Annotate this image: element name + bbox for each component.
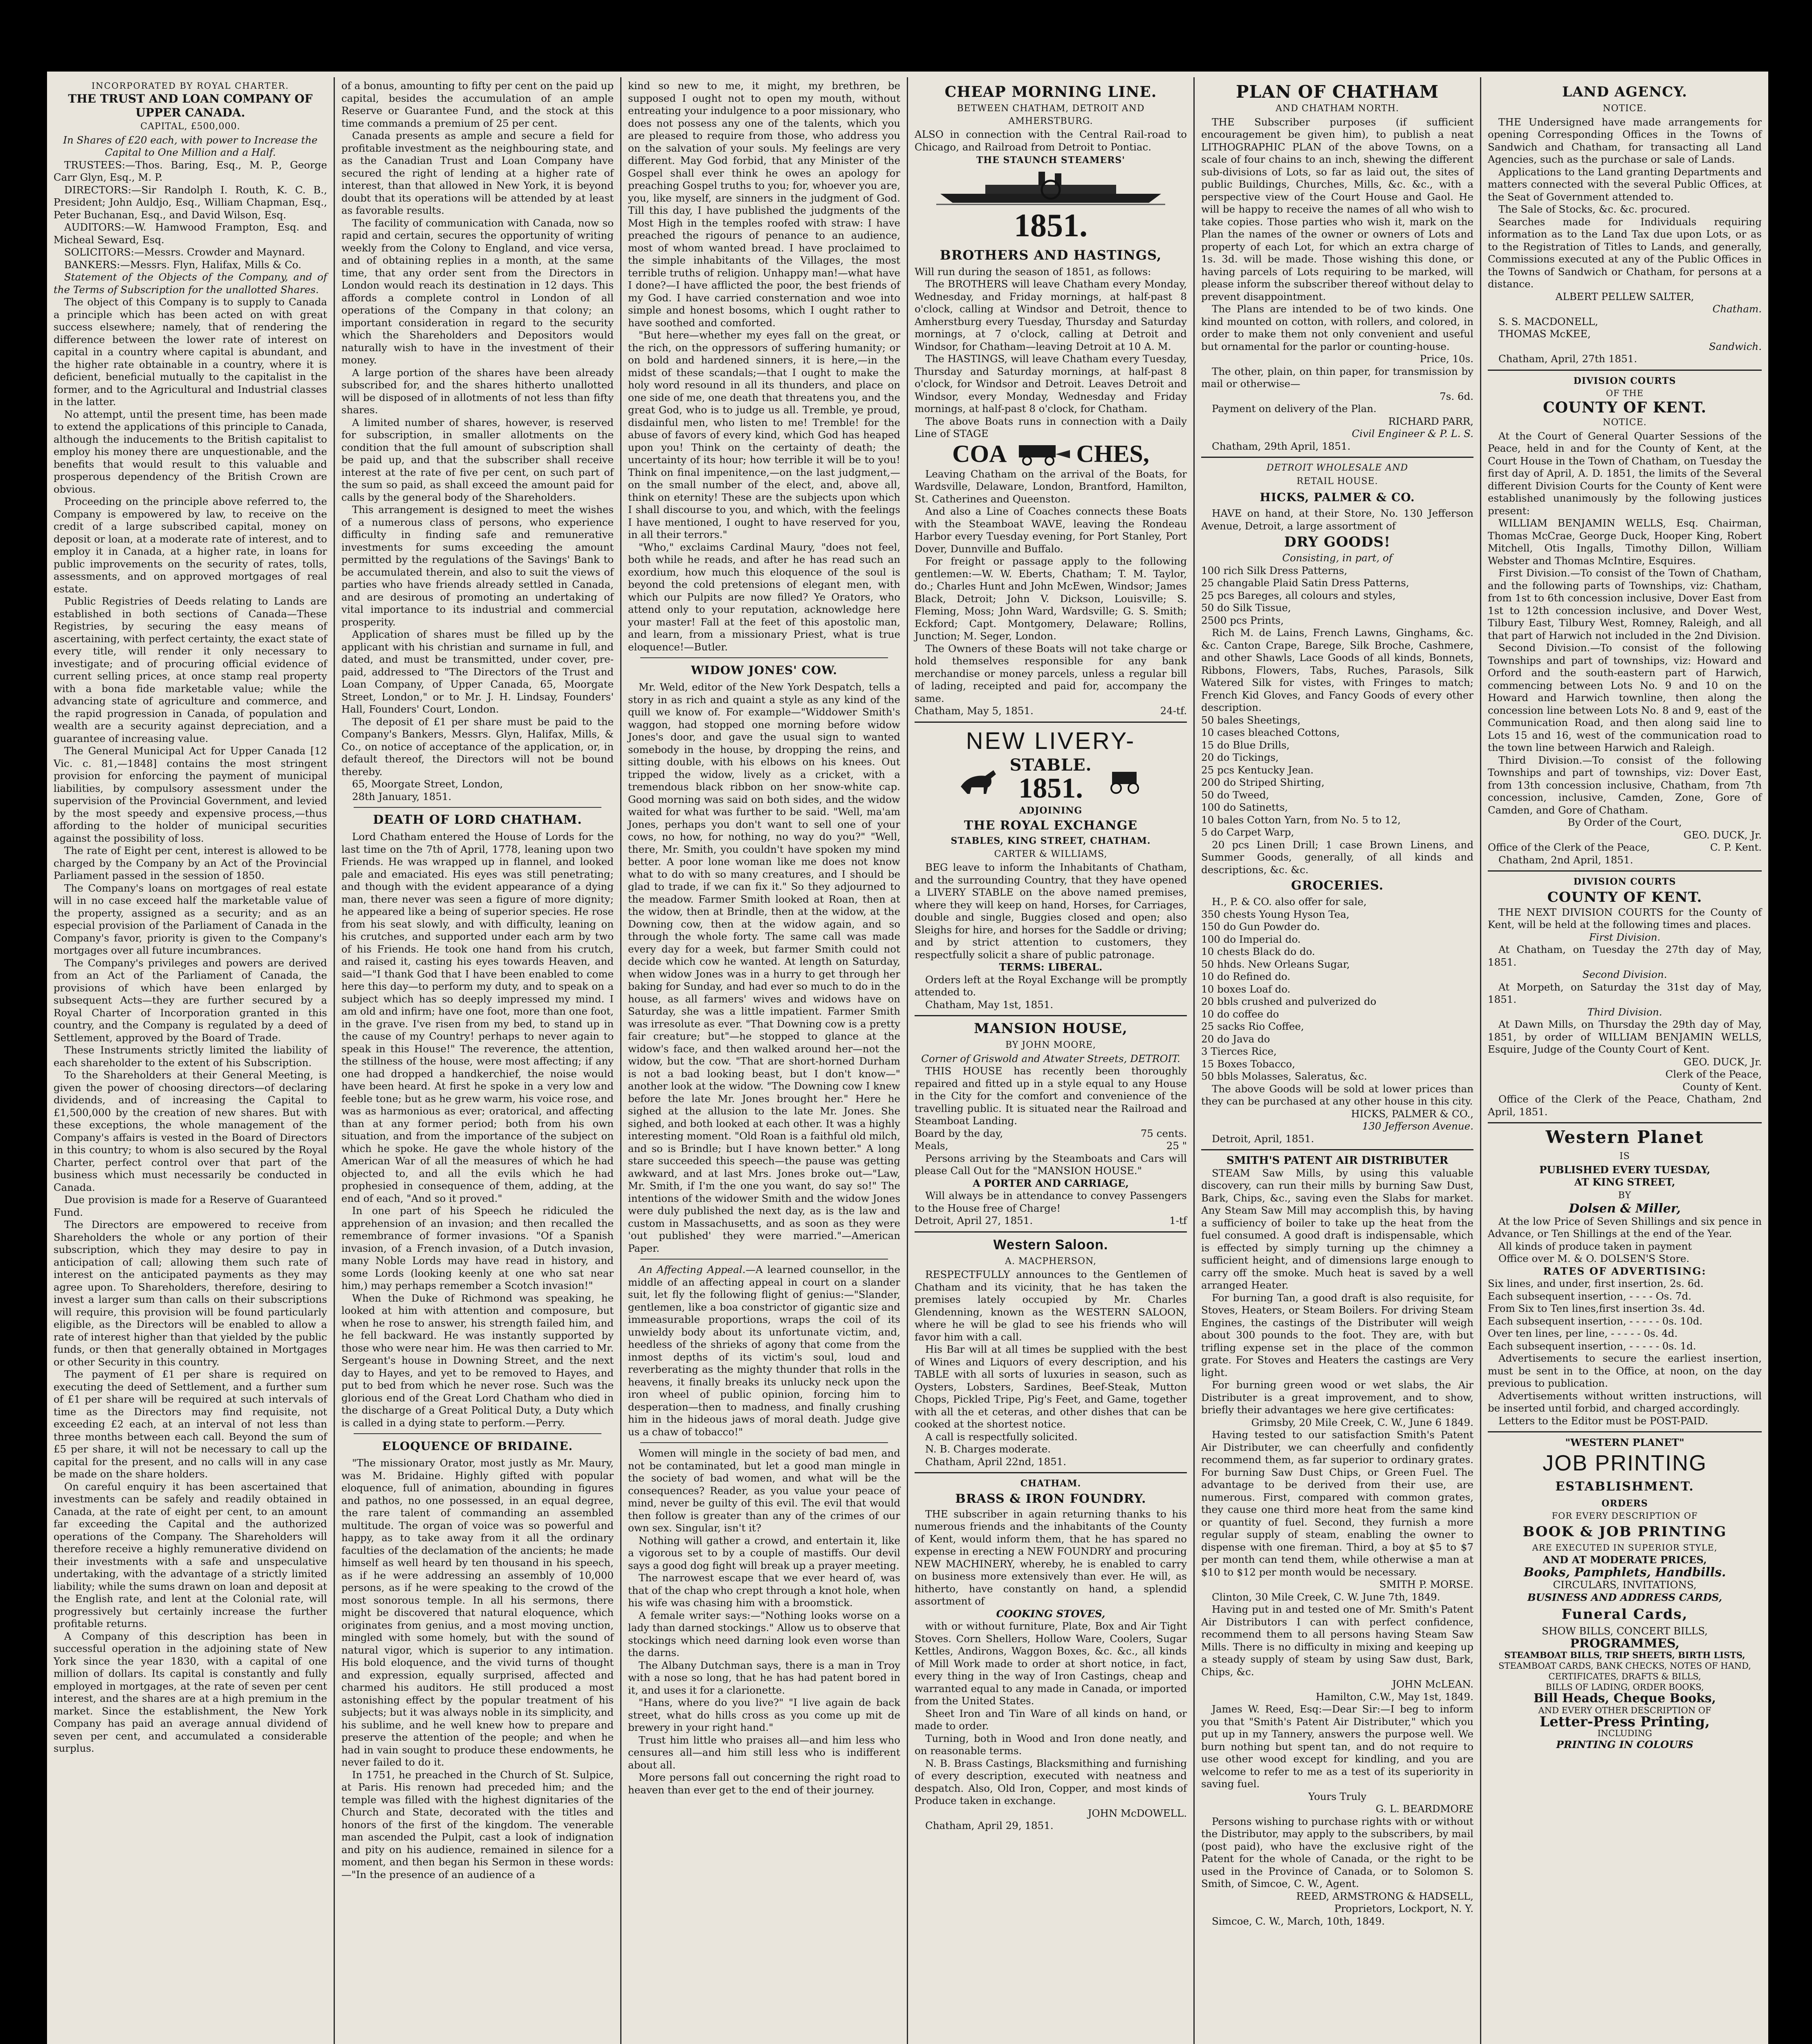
plan-of-chatham: PLAN OF CHATHAM — [1236, 82, 1439, 102]
establishment: ESTABLISHMENT. — [1555, 1479, 1694, 1494]
stage-coaches-heading — [915, 442, 1187, 466]
paragraph: N. B. Charges moderate. — [925, 1443, 1051, 1455]
paragraph: kind so new to me, it might, my brethren, be supposed I ought not to open my mouth, without entreating your indulgence to a poor missionary, who does not possess any one of the talents, which you are pleased to require from those, who address you on the salvation of your souls. My feelings are very different. May God forbid, that any Minister of the Gospel shall ever think he owes an apology for preaching Gospel truths to you; for, whoever you are, you, like myself, are sinners in the judgment of God. Till this day, I have published the judgments of the Most High in the temples roofed with straw: I have preached the rigours of penance to an audience, most of whom wanted bread. I have proclaimed to the simple inhabitants of the Villages, the most terrible truths of religion. Unhappy man!—what have I done?—I have afflicted the poor, the best friends of my God. I have carried consternation and woe into simple and honest bosoms, which I ought rather to have soothed and comforted. — [628, 80, 900, 329]
by: BY — [1618, 1190, 1632, 1201]
list-item: 2500 pcs Prints, — [1201, 614, 1284, 626]
paragraph: Canada presents as ample and secure a field for profitable investment as the neighbouring state, and as the Canadian Trust and Loan Company have secured the right of lending at a higher rate of interest, than that allowed in New York, it is beyond doubt that its operations will be attended by at least as favorable results. — [341, 130, 614, 216]
column-2 — [335, 80, 620, 2044]
signature: JOHN McDOWELL. — [1088, 1807, 1187, 1819]
paragraph: The narrowest escape that we ever heard of, was that of the chap who crept through a knot hole, when his wife was chasing him with a broomstick. — [628, 1572, 900, 1609]
list-item: 3 Tierces Rice, — [1201, 1045, 1277, 1057]
paragraph: Persons arriving by the Steamboats and Cars will please Call Out for the "MANSION HOUSE." — [915, 1152, 1187, 1177]
office: Office of the Clerk of the Peace, Chatham, 2nd April, 1851. — [1488, 1093, 1762, 1118]
macpherson: A. MACPHERSON, — [1005, 1256, 1097, 1266]
published: PUBLISHED EVERY TUESDAY, — [1539, 1163, 1711, 1176]
dateline: Clinton, 30 Mile Creek, C. W. June 7th, 1849. — [1212, 1591, 1440, 1603]
paragraph: Trust him little who praises all—and him less who censures all—and him still less who is indifferent about all. — [628, 1734, 900, 1771]
moderate: AND AT MODERATE PRICES, — [1543, 1554, 1707, 1566]
funeral-cards: Funeral Cards, — [1561, 1606, 1688, 1623]
division-courts: DIVISION COURTS — [1573, 375, 1676, 386]
paragraph: At Morpeth, on Saturday the 31st day of May, 1851. — [1488, 981, 1762, 1005]
shares-note: In Shares of £20 each, with power to Increase the Capital to One Million and a Half. — [63, 134, 318, 158]
clerk: Clerk of the Peace, — [1665, 1068, 1762, 1080]
western-saloon: Western Saloon. — [993, 1237, 1108, 1253]
statement: Statement of the Objects of the Company, and of the Terms of Subscription for the unallotted Shares. — [54, 271, 327, 296]
steamboat-bills: STEAMBOAT BILLS, TRIP SHEETS, BIRTH LISTS, — [1504, 1650, 1745, 1660]
letterpress: Letter-Press Printing, — [1540, 1713, 1710, 1730]
stable: STABLE. — [1009, 755, 1092, 775]
divider — [1488, 870, 1762, 872]
paragraph: These Instruments strictly limited the liability of each shareholder to the extent of his Subscription. — [54, 1044, 327, 1069]
list-item: 200 do Striped Shirting, — [1201, 776, 1325, 788]
adjoining: ADJOINING — [1019, 805, 1083, 816]
signature: HICKS, PALMER & CO., — [1351, 1107, 1473, 1120]
detroit-wholesale: DETROIT WHOLESALE AND — [1266, 463, 1408, 473]
paragraph: First Division.—To consist of the Town of Chatham, and the following parts of Townships, viz: Chatham, from 1st to 6th concession inclusive, Dover East from 1st to 12th concession inclusive, and Dover West, Tilbury East, Tilbury West, Romney, Raleigh, and all that part of Harwich not included in the 2nd Division. — [1488, 567, 1762, 641]
paragraph: Persons wishing to purchase rights with or without the Distributor, may apply to the subscribers, by mail (post paid), who have the exclusive right of the Patent for the whole of Canada, or the right to be used in the Province of Canada, or to Solomon S. Smith, of Simcoe, C. W., Agent. — [1201, 1815, 1473, 1889]
list-item: 25 pcs Bareges, all colours and styles, — [1201, 589, 1396, 601]
list-item: 20 pcs Linen Drill; 1 case Brown Linens, and Summer Goods, generally, of all kinds and descriptions, &c. &c. — [1201, 838, 1473, 876]
second-division: Second Division. — [1582, 968, 1667, 980]
divider — [354, 1433, 601, 1434]
dateline: Chatham, April 22nd, 1851. — [925, 1455, 1067, 1468]
address: 65, Moorgate Street, London, — [352, 778, 503, 790]
chatham-north: AND CHATHAM NORTH. — [1275, 103, 1399, 114]
paragraph: At Dawn Mills, on Thursday the 29th day of May, 1851, by order of WILLIAM BENJAMIN WELLS, Esquire, Judge of the County Court of Kent. — [1488, 1018, 1762, 1055]
paragraph: Sheet Iron and Tin Ware of all kinds on hand, or made to order. — [915, 1707, 1187, 1732]
paragraph: The facility of communication with Canada, now so rapid and certain, secures the opportunity of writing weekly from the Colony to England, and vice versa, and of obtaining replies in a month, at the same time, that any order sent from the Directors in London would reach its destination in 12 days. This affords a complete control in London of all operations of the Company in that colony; an important consideration in regard to the security which the Shareholders and Depositors would naturally wish to have in the investment of their money. — [341, 217, 614, 366]
divider — [915, 1472, 1187, 1473]
signature: ALBERT PELLEW SALTER, — [1555, 290, 1694, 303]
notice: NOTICE. — [1603, 417, 1647, 428]
paragraph: Advertisements without written instructions, will be inserted until forbid, and charged accordingly. — [1488, 1390, 1762, 1414]
column-4 — [908, 80, 1193, 2044]
list-item: 50 bbls Molasses, Saleratus, &c. — [1201, 1070, 1367, 1082]
rate: Each subsequent insertion, - - - - - 0s. 10d. — [1488, 1315, 1703, 1327]
paragraph: His Bar will at all times be supplied with the best of Wines and Liquors of every description, and his TABLE with all sorts of luxuries in season, such as Oysters, Lobsters, Sardines, Beef-Steak, Mutton Chops, Pickled Tripe, Pig's Feet, and Game, together with all the et ceteras, and other dishes that can be cooked at the shortest notice. — [915, 1343, 1187, 1430]
dateline: Chatham, 29th April, 1851. — [1212, 440, 1351, 452]
paragraph: Application of shares must be filled up by the applicant with his christian and surname in full, and dated, and must be transmitted, under cover, pre-paid, addressed to "The Directors of the Trust and Loan Company, of Upper Canada, 65, Moorgate Street, London," or to Mr. J. H. Lindsay, Founders' Hall, Founders' Court, London. — [341, 628, 614, 715]
paragraph: N. B. Brass Castings, Blacksmithing and furnishing of every description, executed with neatness and despatch. Also, Old Iron, Copper, and most kinds of Produce taken in exchange. — [915, 1757, 1187, 1806]
mansion-house: MANSION HOUSE, — [974, 1020, 1128, 1037]
western-planet: Western Planet — [1545, 1127, 1704, 1147]
brothers-hastings: BROTHERS AND HASTINGS, — [940, 247, 1162, 263]
paragraph: THE subscriber in again returning thanks to his numerous friends and the inhabitants of the County of Kent, would inform them, that he has spared no expense in erecting a NEW FOUNDRY and procuring NEW MACHINERY, whereby, he is enabled to carry on business more extensively than ever. He will, as hitherto, have constantly on hand, a splendid assortment of — [915, 1508, 1187, 1607]
signature: GEO. DUCK, Jr. — [1683, 829, 1762, 841]
paragraph: For freight or passage apply to the following gentlemen:—W. W. Eberts, Chatham; T. M. Taylor, do.; Charles Hunt and John McEwen, Windsor; James Black, Detroit; John V. Dickson, Louisville; S. Fleming, Moss; John Ward, Wardsville; G. S. Smith; Eckford; Capt. Montgomery, Delaware; Rollins, Junction; M. Seger, London. — [915, 555, 1187, 642]
carriage-icon — [1100, 766, 1145, 795]
list-item: 100 do Imperial do. — [1201, 933, 1301, 945]
division-courts: DIVISION COURTS — [1573, 876, 1676, 887]
cooking-stoves: COOKING STOVES, — [996, 1607, 1106, 1620]
job-printing: JOB PRINTING — [1542, 1450, 1707, 1475]
list-item: 100 do Satinetts, — [1201, 801, 1288, 813]
meals-price: 25 " — [1166, 1140, 1187, 1152]
date: 28th January, 1851. — [352, 790, 452, 802]
tag: 1-tf — [1169, 1215, 1187, 1226]
paragraph: The object of this Company is to supply to Canada a principle which has been acted on with great success elsewhere; namely, that of rendering the difference between the lower rate of interest on capital in a country where capital is abundant, and the higher rate obtainable in a country, where it is deficient, beneficial mutually to the capitalist in the former, and to the Agricultural and Industrial classes in the latter. — [54, 296, 327, 408]
order: By Order of the Court, — [1568, 816, 1682, 828]
list-item: 100 rich Silk Dress Patterns, — [1201, 564, 1348, 576]
paragraph: Proceeding on the principle above referred to, the Company is empowered by law, to receive on the credit of a large subscribed capital, money on deposit or loan, at a moderate rate of interest, and to employ it in Canada, at a higher rate, in loans for public improvements on the security of rates, tolls, assessments, and on approved mortgages of real estate. — [54, 495, 327, 595]
bills-lading: BILLS OF LADING, ORDER BOOKS, — [1545, 1682, 1704, 1692]
paragraph: At the low Price of Seven Shillings and six pence in Advance, or Ten Shillings at the end of the Year. — [1488, 1215, 1762, 1239]
third-division: Third Division. — [1587, 1006, 1662, 1018]
dateline: Simcoe, C. W., March, 10th, 1849. — [1212, 1915, 1385, 1927]
incorporated-line: INCORPORATED BY ROYAL CHARTER. — [91, 81, 289, 91]
list-item: 50 bales Sheetings, — [1201, 714, 1301, 726]
paragraph: "The missionary Orator, most justly as Mr. Maury, was M. Bridaine. Highly gifted with popular eloquence, full of animation, abounding in figures and pathos, no one possessed, in an equal degree, the rare talent of commanding an assembled multitude. The organ of voice was so powerful and happy, as to take away from it all the ordinary faculties of the declamation of the ancients; he made himself as well heard by ten thousand in his speech, as if he were addressing an assembly of 10,000 persons, as if he were speaking to the crowd of the most sonorous temple. In all his sermons, there might be discovered that natural eloquence, which originates from genius, and a most moving unction, mingled with some homely, but with the sound of natural vigor, which is superior to any intimation. His bold eloquence, and the vivid turns of thought and expression, equally surprised, affected and charmed his auditors. He still produced a most astonishing effect by the popular treatment of his subjects; but it was always noble in its simplicity, and his sublime, and he well knew how to prepare and preserve the attention of the people; and when he had in vain sought to produce these endowments, he never failed to do it. — [341, 1457, 614, 1768]
by-john-moore: BY JOHN MOORE, — [1005, 1040, 1096, 1050]
staunch-line: THE STAUNCH STEAMERS' — [976, 155, 1126, 166]
paragraph: When the Duke of Richmond was speaking, he looked at him with attention and composure, but when he rose to answer, his strength failed him, and he fell backward. He was instantly supported by those who were near him. He was then carried to Mr. Sergeant's house in Downing Street, and the next day to Hayes, and yet to be removed to Hayes, and put to bed from which he never rose. Such was the glorious end of the Great Lord Chatham who died in the discharge of a Great Political Duty, a Duty which is called in a dying state to perform.—Perry. — [341, 1292, 614, 1429]
paragraph: All kinds of produce taken in payment — [1498, 1240, 1692, 1252]
paragraph: At the Court of General Quarter Sessions of the Peace, held in and for the County of Kent, at the Court House in the Town of Chatham, on Tuesday the first day of April, A. D. 1851, the limits of the Several different Division Courts for the County of Kent were established unanimously by the following justices present: — [1488, 430, 1762, 517]
paragraph: And also a Line of Coaches connects these Boats with the Steamboat WAVE, leaving the Rondeau Harbor every Tuesday evening, for Port Stanley, Port Dover, Dunnville and Buffalo. — [915, 505, 1187, 555]
paragraph: In one part of his Speech he ridiculed the apprehension of an invasion; and then recalled the remembrance of former invasions. "Of a Spanish invasion, of a French invasion, of a Dutch invasion, many Noble Lords may have read in history, and some Lords (looking keenly at one who sat near him,) may perhaps remember a Scotch invasion!" — [341, 1205, 614, 1291]
board-day-price: 75 cents. — [1140, 1127, 1187, 1139]
paragraph: Orders left at the Royal Exchange will be promptly attended to. — [915, 973, 1187, 998]
steamboat-cards: STEAMBOAT CARDS, BANK CHECKS, NOTES OF HAND, — [1498, 1661, 1751, 1671]
list-item: 50 hhds. New Orleans Sugar, — [1201, 958, 1350, 970]
list-item: 10 bales Cotton Yarn, from No. 5 to 12, — [1201, 814, 1401, 826]
rate: From Six to Ten lines,first insertion 3s. 4d. — [1488, 1302, 1705, 1314]
dry-goods: DRY GOODS! — [1284, 534, 1391, 550]
signature: GEO. DUCK, Jr. — [1683, 1056, 1762, 1068]
paragraph: Mr. Weld, editor of the New York Despatch, tells a story in as rich and quaint a style as any kind of the quill we know of. For example—"Widdower Smith's waggon, had stopped one morning before widow Jones's door, and gave the usual sign to wanted somebody in the house, by dropping the reins, and sitting double, with his elbows on his knees. Out tripped the widow, lively as a cricket, with a tremendous black ribbon on her snow-white cap. Good morning was said on both sides, and the widow waited for what was further to be said. "Well, ma'am Jones, perhaps you don't want to sell one of your cows, no how, for nothing, no way do you?" "Well, there, Mr. Smith, you couldn't have spoken my mind better. A poor lone woman like me does not know what to do with so many creatures, and I should be glad to trade, if we can fix it." So they adjourned to the meadow. Farmer Smith looked at Roan, then at the widow, then at Brindle, then at the widow, at the Downing cow, then at the widow again, and so through the whole forty. The same call was made every day for a week, but farmer Smith could not decide which cow he wanted. At length on Saturday, when widow Jones was in a hurry to get through her baking for Sunday, and had ever so much to do in the house, as all farmers' wives and widows have on Saturday, she was a little impatient. Farmer Smith was irresolute as ever. "That Downing cow is a pretty fair creature; but"—he stopped to glance at the widow's face, and then walked around her—not the widow, but the cow. "That are short-horned Durham is not a bad looking beast, but I don't know—" another look at the widow. "The Downing cow I knew before the late Mr. Jones brought her." Here he sighed at the allusion to the late Mr. Jones. She sighed, and both looked at each other. It was a highly interesting moment. "Old Roan is a faithful old milch, and so is Brindle; but I have known better." A long stare succeeded this speech—the pause was getting awkward, and at last Mrs. Jones broke out—"Law, Mr. Smith, if I'm the one you want, do say so!" The intentions of the widower Smith and the widow Jones were duly published the next day, as is the law and custom in Massachusetts, and as soon as they were 'out published' they were married."—American Paper. — [628, 681, 900, 1254]
tag: 24-tf. — [1160, 705, 1187, 717]
paragraph: "Who," exclaims Cardinal Maury, "does not feel, both while he reads, and after he has read such an exordium, how much this eloquence of the soul is beyond the cold pretensions of elegant men, with which our Pulpits are now filled? Ye Orators, who attend only to your reputation, acknowledge here your master! Fall at the feet of this apostolic man, and learn, from a missionary Priest, what is true eloquence!—Butler. — [628, 541, 900, 653]
paragraph: The BROTHERS will leave Chatham every Monday, Wednesday, and Friday mornings, at half-past 8 o'clock, calling at Windsor and Detroit, thence to Amherstburg every Tuesday, Thursday and Saturday mornings, at 7 o'clock, calling at Detroit and Windsor, for Chatham—leaving Detroit at 10 A. M. — [915, 278, 1187, 352]
paragraph: The Company's privileges and powers are derived from an Act of the Parliament of Canada, the provisions of which have been enlarged by subsequent Acts—they are further secured by a Royal Charter of Incorporation granted in this country, and the Company is regulated by a deed of Settlement, approved by the Board of Trade. — [54, 957, 327, 1044]
stagecoach-icon — [1011, 442, 1072, 466]
paragraph: Second Division.—To consist of the following Townships and part of townships, viz: Howard and Orford and the south-eastern part of Harwich, commencing between Lots No. 9 and 10 on the Howard and Harwich townline, then along the concession line between Lots No. 8 and 9, east of the Communication Road, and then along said line to Lots 15 and 16, west of the communication road to the town line between Harwich and Raleigh. — [1488, 642, 1762, 753]
paragraph: On careful enquiry it has been ascertained that investments can be safely and readily obtained in Canada, at the rate of eight per cent, to an amount far exceeding the Capital and the authorized operations of the Company. The Shareholders will therefore receive a highly remunerative dividend on their investments with a safe and unspeculative undertaking, with the advantage of a strictly limited liability; while the sums drawn on loan and deposit at the English rate, and lent at the Colonial rate, will progressively but certainly increase the further profitable returns. — [54, 1480, 327, 1629]
proprietors: Proprietors, Lockport, N. Y. — [1334, 1903, 1473, 1914]
yours: Yours Truly — [1308, 1790, 1367, 1802]
paragraph: HAVE on hand, at their Store, No. 130 Jefferson Avenue, Detroit, a large assortment of — [1201, 507, 1473, 532]
paragraph: For burning green wood or wet slabs, the Air Distributer is a great improvement, and to show, briefly their advantages we here give certificates: — [1201, 1379, 1473, 1416]
capital-line: CAPITAL, £500,000. — [140, 121, 240, 132]
paragraph: Lord Chatham entered the House of Lords for the last time on the 7th of April, 1778, leaning upon two Friends. He was wrapped up in flannel, and looked pale and emaciated. His eyes was still penetrating; and though with the evident appearance of a dying man, there never was seen a figure of more dignity; he appeared like a being of superior species. He rose from his seat slowly, and with difficulty, leaning on his crutches, and supported under each arm by two of his Friends. He took one hand from his crutch, and raised it, casting his eyes towards Heaven, and said—"I thank God that I have been enabled to come here this day—to perform my duty, and to speak on a subject which has so deeply impressed my mind. I am old and infirm; have one foot, more than one foot, in the grave. I've risen from my bed, to stand up in the cause of my Country! perhaps to never again to speak in this House!" The reverence, the attention, the stillness of the house, were most affecting; if any one had dropped a handkerchief, the noise would have been heard. At first he spoke in a very low and feeble tone; but as he grew warm, his voice rose, and was as harmonious as ever; oratorical, and affecting than at any former period; both from his own situation, and from the importance of the subject on which he spoke. He gave the whole history of the American War of all the measures of which he had objected to, and all the evils which he had prophesied in consequence of them, adding, at the end of each, "And so it proved." — [341, 831, 614, 1204]
paragraph: A large portion of the shares have been already subscribed for, and the shares hitherto unallotted will be disposed of in allotments of not less than fifty shares. — [341, 366, 614, 416]
divider — [915, 722, 1187, 723]
paragraph: Searches made for Individuals requiring information as to the Land Tax due upon Lots, or as to the Registration of Titles to Lands, and generally, Commissions executed at any of the Public Offices in the Towns of Sandwich or Chatham, for persons at a distance. — [1488, 215, 1762, 290]
paragraph: Turning, both in Wood and Iron done neatly, and on reasonable terms. — [915, 1732, 1187, 1757]
paragraph: with or without furniture, Plate, Box and Air Tight Stoves. Corn Shellers, Hollow Ware, Coolers, Sugar Kettles, Andirons, Waggon Boxes, &c. &c., all kinds of Mill Work made to order at short notice, in fact, every thing in the way of Iron Castings, cheap and warranted equal to any made in Canada, or imported from the United States. — [915, 1620, 1187, 1707]
list-item: 15 Boxes Tobacco, — [1201, 1058, 1295, 1070]
list-item: 50 do Silk Tissue, — [1201, 602, 1291, 614]
affecting-title: An Affecting Appeal. — [639, 1264, 746, 1275]
paragraph: The Company's loans on mortgages of real estate will in no case exceed half the marketable value of the property, assigned as a security; and as an especial provision of the Parliament of Canada in the Company's favor, priority is given to the Company's mortgages over all future incumbrances. — [54, 882, 327, 956]
list-item: 10 chests Black do do. — [1201, 946, 1315, 957]
directors: DIRECTORS:—Sir Randolph I. Routh, K. C. B., President; John Auldjo, Esq., William Chapman, Esq., Peter Buchanan, Esq., and David Wilson, Esq. — [54, 184, 327, 221]
dateline: Detroit, April 27, 1851. — [915, 1215, 1033, 1226]
first-division: First Division. — [1589, 931, 1661, 943]
paragraph: The deposit of £1 per share must be paid to the Company's Bankers, Messrs. Glyn, Halifax, Mills, & Co., on notice of acceptance of the application, or, in default thereof, the Directors will not be bound thereby. — [341, 715, 614, 778]
dateline: Chatham, May 5, 1851. — [915, 705, 1034, 717]
retail-house: RETAIL HOUSE. — [1296, 476, 1378, 486]
paragraph: Having put in and tested one of Mr. Smith's Patent Air Distributors I can with perfect confidence, recommend them to all persons having Steam Saw Mills. There is no difficulty in mixing and keeping up a steady supply of steam by using Saw dust, Bark, Chips, &c. — [1201, 1603, 1473, 1678]
paragraph: Advertisements to secure the earliest insertion, must be sent in to the Office, at noon, on the day previous to publication. — [1488, 1352, 1762, 1389]
rates-heading: RATES OF ADVERTISING: — [1543, 1265, 1707, 1277]
paragraph: RESPECTFULLY announces to the Gentlemen of Chatham and its vicinity, that he has taken the premises lately occupied by Mr. Charles Glendenning, known as the WESTERN SALOON, where he will be glad to see his friends who will favor him with a call. — [915, 1269, 1187, 1343]
county: County of Kent. — [1682, 1080, 1762, 1093]
dateline: Chatham, April, 27th 1851. — [1498, 353, 1637, 365]
column-3 — [621, 80, 907, 2044]
divider — [1201, 457, 1473, 458]
and-every: AND EVERY OTHER DESCRIPTION OF — [1538, 1705, 1711, 1715]
steamboat-illustration — [919, 169, 1183, 206]
paragraph: The above Goods will be sold at lower prices than they can be purchased at any other house in this city. — [1201, 1083, 1473, 1107]
stables-address: STABLES, KING STREET, CHATHAM. — [951, 836, 1151, 846]
dateline: Grimsby, 20 Mile Creek, C. W., June 6 1849. — [1251, 1416, 1473, 1428]
paragraph: ALSO in connection with the Central Rail-road to Chicago, and Railroad from Detroit to Pontiac. — [915, 128, 1187, 153]
paragraph: More persons fall out concerning the right road to heaven than ever get to the end of their journey. — [628, 1771, 900, 1796]
signature: JOHN McLEAN. — [1392, 1678, 1473, 1690]
paragraph: The rate of Eight per cent, interest is allowed to be charged by the Company by an Act of the Provincial Parliament passed in the session of 1850. — [54, 845, 327, 881]
year-1851-livery: 1851. — [1018, 772, 1083, 804]
widow-title: WIDOW JONES' COW. — [691, 663, 838, 677]
smith-distributer: SMITH'S PATENT AIR DISTRIBUTER — [1226, 1154, 1449, 1167]
paragraph: The payment of £1 per share is required on executing the deed of Settlement, and a further sum of £1 per share will be required at such intervals of time as the Directors may find requisite, not exceeding £2 each, at an interval of not less than three months between each call. Beyond the sum of £5 per share, it will not be necessary to call up the capital for the present, and no calls will in any case be made on the share holders. — [54, 1368, 327, 1480]
rate: Each subsequent insertion, - - - - Os. 7d. — [1488, 1290, 1692, 1302]
list-item: 10 boxes Loaf do. — [1201, 983, 1291, 995]
paragraph: Due provision is made for a Reserve of Guaranteed Fund. — [54, 1194, 327, 1218]
divider — [915, 1015, 1187, 1016]
signature: REED, ARMSTRONG & HADSELL, — [1296, 1890, 1473, 1902]
office: Office of the Clerk of the Peace, — [1488, 841, 1650, 853]
year-1851: 1851. — [1014, 207, 1088, 244]
divider — [1201, 1149, 1473, 1150]
corner: Corner of Griswold and Atwater Streets, DETROIT. — [921, 1052, 1180, 1065]
divider — [1488, 1431, 1762, 1432]
paragraph: THE Subscriber purposes (if sufficient encouragement be given him), to publish a neat LITHOGRAPHIC PLAN of the above Towns, on a scale of four chains to an inch, shewing the different sub-divisions of Lots, so far as laid out, the sites of public Buildings, Churches, Mills, &c. &c., with a perspective view of the Court House and Gaol. He will be happy to receive the names of all who wish to take copies. Those parties who wish it, mark on the Plan the names of the owner or owners of Lots and property of each Lot, for which an extra charge of 1s. 3d. will be made. Those wishing this done, or having parcels of Lots requiring to be marked, will please inform the subscriber thereof without delay to prevent disappointment. — [1201, 116, 1473, 303]
paragraph: THIS HOUSE has recently been thoroughly repaired and fitted up in a style equal to any House in the City for the comfort and convenience of the travelling public. It is situated near the Railroad and Steamboat Landing. — [915, 1065, 1187, 1127]
paragraph: STEAM Saw Mills, by using this valuable discovery, can run their mills by burning Saw Dust, Bark, Chips, &c., saving even the Slabs for market. Any Steam Saw Mill may accomplish this, by having a sufficiency of boiler to take up the heat from the fuel consumed. A good draft is indispensable, which is effected by simply turning up the chimney a sufficient height, and of dimensions large enough to carry off the smoke. Much heat is saved by a well arranged Heater. — [1201, 1167, 1473, 1291]
paragraph: Nothing will gather a crowd, and entertain it, like a vigorous set to by a couple of mastiffs. Our devil says a good dog fight will break up a prayer meeting. — [628, 1534, 900, 1571]
paragraph: "But here—whether my eyes fall on the great, or the rich, on the oppressors of suffering humanity; or on bold and hardened sinners, it is here,—in the midst of these scandals;—that I ought to make the holy word resound in all its thunders, and place on one side of me, one death that threatens you, and the great God, who is to judge us all. Tremble, ye proud, disdainful men, who listen to me! Tremble! for the abuse of favors of every kind, which God has heaped upon you! Think on the certainty of death; the uncertainty of its hour; how terrible it will be to you! Think on final impenitence,—on the last judgment,—on the small number of the elect, and, above all, think on eternity! These are the subjects upon which I shall discourse to you, and which, with the feelings I have mentioned, I ought to have reserved for you, in all their terrors." — [628, 329, 900, 540]
new-livery: NEW LIVERY- — [966, 727, 1136, 754]
company-name: THE TRUST AND LOAN COMPANY OF UPPER CANADA. — [68, 92, 313, 119]
paragraph: Office over M. & O. DOLSEN'S Store. — [1498, 1253, 1690, 1264]
ches-text: CHES, — [1076, 440, 1149, 468]
paragraph: The HASTINGS, will leave Chatham every Tuesday, Thursday and Saturday mornings, at half-past 8 o'clock, for Windsor and Detroit. Leaves Detroit and Windsor, every Monday, Wednesday and Friday mornings, at half-past 8 o'clock, for Chatham. — [915, 353, 1187, 415]
certificates: CERTIFICATES, DRAFTS & BILLS, — [1548, 1672, 1701, 1681]
steamboat-icon — [936, 169, 1165, 206]
brass-iron-foundry: BRASS & IRON FOUNDRY. — [955, 1491, 1146, 1506]
consisting: Consisting, in part, of — [1282, 552, 1393, 564]
paragraph: Third Division.—To consist of the following Townships and part of townships, viz: Dover East, from 13th concession inclusive, Chatham, from 7th concession, inclusive, Camden, Zone, Gore of Camden, and Gore of Chatham. — [1488, 754, 1762, 816]
paragraph: The above Boats runs in connection with a Daily Line of STAGE — [915, 415, 1187, 439]
cheap-line-title: CHEAP MORNING LINE. — [944, 83, 1157, 101]
county-of-kent: COUNTY OF KENT. — [1547, 889, 1702, 905]
newspaper-page — [47, 72, 1768, 2044]
paragraph: At Chatham, on Tuesday the 27th day of May, 1851. — [1488, 944, 1762, 968]
rate: Six lines, and under, first insertion, 2s. 6d. — [1488, 1278, 1704, 1289]
paragraph: A female writer says:—"Nothing looks worse on a lady than darned stockings." Allow us to observe that stockings which need darning look even worse than the darns. — [628, 1609, 900, 1659]
royal-exchange: THE ROYAL EXCHANGE — [964, 818, 1138, 833]
price: Price, 10s. — [1420, 353, 1473, 365]
location: Chatham. — [1712, 303, 1762, 315]
paragraph: H., P. & CO. also offer for sale, — [1212, 896, 1367, 908]
list-item: 10 cases bleached Cottons, — [1201, 726, 1340, 738]
divider — [915, 1231, 1187, 1233]
land-agency: LAND AGENCY. — [1562, 84, 1687, 100]
list-item: 350 chests Young Hyson Tea, — [1201, 908, 1350, 920]
paragraph: "Hans, where do you live?" "I live again de back street, what do hills cross as you come up mit de brewery in your right hand." — [628, 1697, 900, 1733]
chatham-head: CHATHAM. — [1020, 1478, 1081, 1489]
address: 130 Jefferson Avenue. — [1362, 1120, 1473, 1132]
dateline: Detroit, April, 1851. — [1212, 1132, 1314, 1145]
auditors: AUDITORS:—W. Hamwood Frampton, Esq. and Micheal Seward, Esq. — [54, 221, 327, 246]
paragraph: The Plans are intended to be of two kinds. One kind mounted on cotton, with rollers, and colored, in order to make them not only convenient and useful but ornamental for the parlor or counting-house. — [1201, 303, 1473, 352]
paragraph: Women will mingle in the society of bad men, and not be contaminated, but let a good man mingle in the society of bad women, and what will be the consequences? Reader, as you value your peace of mind, never be guilty of this evil. The evil that would then follow is greater than any of the crimes of our own sex. Singular, isn't it? — [628, 1447, 900, 1534]
dateline: Chatham, 2nd April, 1851. — [1498, 854, 1633, 866]
title: Civil Engineer & P. L. S. — [1352, 428, 1473, 439]
signature: RICHARD PARR, — [1388, 415, 1473, 427]
divider — [640, 1259, 888, 1260]
paragraph: In 1751, he preached in the Church of St. Sulpice, at Paris. His renown had preceded him; and the temple was filled with the highest dignitaries of the Church and State, decorated with the titles and honors of the first of the kingdom. The venerable man ascended the Pulpit, cast a look of indignation and pity on his audience, remained in silence for a moment, and then began his Sermon in these words:—"In the presence of an audience of a — [341, 1768, 614, 1880]
signature: G. L. BEARDMORE — [1375, 1803, 1473, 1815]
paragraph: of a bonus, amounting to fifty per cent on the paid up capital, besides the accumulation of an ample Reserve or Guarantee Fund, and the stock at this time commands a premium of 25 per cent. — [341, 80, 614, 129]
paragraph: THE Undersigned have made arrangements for opening Corresponding Offices in the Towns of Sandwich and Chatham, for transacting all Land Agencies, such as the purchase or sale of Lands. — [1488, 116, 1762, 165]
horse-icon — [957, 766, 1002, 795]
bill-heads: Bill Heads, Cheque Books, — [1533, 1691, 1716, 1706]
meals: Meals, — [915, 1140, 949, 1152]
list-item: 20 bbls crushed and pulverized do — [1201, 995, 1377, 1007]
books: Books, Pamphlets, Handbills. — [1523, 1565, 1726, 1580]
eloquence-title: ELOQUENCE OF BRIDAINE. — [382, 1439, 573, 1453]
paragraph: Letters to the Editor must be POST-PAID. — [1498, 1414, 1708, 1427]
list-item: Rich M. de Lains, French Lawns, Ginghams, &c. &c. Canton Crape, Barege, Silk Broche, Cashmere, and other Shawls, Lace Goods of all kinds, Bonnets, Ribbons, Flowers, Tabs, Ruches, Parasols, Silk Watered Silk for vistes, with Fringes to match; French Kid Gloves, and Fancy Goods of every other description. — [1201, 627, 1473, 713]
including: INCLUDING — [1597, 1728, 1652, 1738]
location: Sandwich. — [1709, 340, 1762, 352]
paragraph: Public Registries of Deeds relating to Lands are established in both sections of Canada—These Registries, by securing the easy means of ascertaining, with perfect certainty, the exact state of every title, will render it only necessary to investigate; and of procuring official evidence of current selling prices, at once stamp real property with a bona fide marketable value; while the advancing state of agriculture and commerce, and the rapid progression in Canada, of population and wealth are a security against depreciation, and a guarantee of increasing value. — [54, 595, 327, 744]
porter: A PORTER AND CARRIAGE, — [972, 1177, 1129, 1189]
paragraph: A Company of this description has been in successful operation in the adjoining state of New York since the year 1830, with a capital of one million of dollars. Its capital is constantly and fully employed in mortgages, at the rate of seven per cent interest, and the shares are at a high premium in the market. Since the establishment, the New York Company has paid an average annual dividend of seven per cent, and accumulated a considerable surplus. — [54, 1630, 327, 1754]
list-item: 50 do Tweed, — [1201, 789, 1269, 801]
hicks-palmer: HICKS, PALMER & CO. — [1260, 491, 1415, 504]
column-6 — [1481, 80, 1768, 2044]
livery-heading — [915, 757, 1187, 804]
signature: SMITH P. MORSE. — [1379, 1578, 1473, 1590]
orders: ORDERS — [1601, 1498, 1648, 1509]
paragraph: James W. Reed, Esq:—Dear Sir:—I beg to inform you that "Smith's Patent Air Distributer," which you put up in my Tannery, answers the purpose well. We burn nothing but spent tan, and do not require to use other wood except for kindling, and you are welcome to refer to me as a test of its superiority in saving fuel. — [1201, 1703, 1473, 1790]
paragraph: This arrangement is designed to meet the wishes of a numerous class of persons, who experience difficulty in finding safe and remunerative investments for sums exceeding the amount permitted by the regulations of the Savings' Bank to be accumulated therein, and also to suit the views of parties who have friends already settled in Canada, and are desirous of promoting an undertaking of vital importance to its industrial and commercial prosperity. — [341, 504, 614, 628]
groceries: GROCERIES. — [1291, 879, 1384, 893]
paragraph: Having tested to our satisfaction Smith's Patent Air Distributer, we can cheerfully and confidently recommend them, as far superior to ordinary grates. For burning Saw Dust Chips, or Green Fuel. The advantage to be derived from their use, are numerous. First, compared with common grates, they cause one third more heat from the same kind or quantity of fuel. Second, they furnish a more regular supply of steam, enabling the owner to dispense with one fireman. Third, a boy at $5 to $7 per month can tend them, while otherwise a man at $10 to $12 per month would be necessary. — [1201, 1429, 1473, 1578]
of-the: OF THE — [1606, 388, 1644, 398]
rate: Each subsequent insertion, - - - - - 0s. 1d. — [1488, 1340, 1696, 1352]
is: IS — [1619, 1151, 1630, 1161]
book-job-printing: BOOK & JOB PRINTING — [1523, 1524, 1727, 1540]
affecting-text: —A learned counsellor, in the middle of an affecting appeal in court on a slander suit, let fly the following flight of genius:—"Slander, gentlemen, like a boa constrictor of gigantic size and immeasurable proportions, wraps the coil of its unwieldy body about its unfortunate victim, and, heedless of the shrieks of agony that come from the inmost depths of its victim's soul, loud and reverberating as the mighty thunder that rolls in the heavens, it finally breaks its unlucky neck upon the iron wheel of public opinion, forcing him to desperation—then to madness, and finally crushing him in the hideous jaws of moral death. Judge give us a chaw of tobacco!" — [628, 1264, 900, 1438]
paragraph: Payment on delivery of the Plan. — [1212, 403, 1377, 415]
signature: THOMAS McKEE, — [1498, 328, 1591, 340]
business-cards: BUSINESS AND ADDRESS CARDS, — [1527, 1591, 1722, 1603]
dateline: Hamilton, C.W., May 1st, 1849. — [1316, 1690, 1473, 1703]
divider — [354, 807, 601, 808]
executed: ARE EXECUTED IN SUPERIOR STYLE, — [1532, 1543, 1718, 1553]
solicitors: SOLICITORS:—Messrs. Crowder and Maynard. — [64, 246, 305, 258]
paragraph: The General Municipal Act for Upper Canada [12 Vic. c. 81,—1848] contains the most stringent provision for enforcing the payment of municipal liabilities, by compulsory assessment under the supervision of the Provincial Government, and levied by the most speedy and expensive process,—thus affording to the holder of municipal securities against the possibility of loss. — [54, 745, 327, 844]
paragraph: WILLIAM BENJAMIN WELLS, Esq. Chairman, Thomas McCrae, George Duck, Hooper King, Robert Mitchell, Otis Ingalls, Timothy Dillon, William Webster and Thomas McIntire, Esquires. — [1488, 517, 1762, 567]
paragraph: Will run during the season of 1851, as follows: — [915, 265, 1151, 278]
divider — [1488, 1122, 1762, 1123]
coa-text: COA — [952, 440, 1007, 468]
carter-williams: CARTER & WILLIAMS, — [994, 849, 1108, 859]
dateline: Chatham, April 29, 1851. — [925, 1820, 1054, 1831]
list-item: 10 do coffee do — [1201, 1008, 1279, 1020]
divider — [640, 1442, 888, 1443]
ck: C. P. Kent. — [1710, 841, 1762, 853]
list-item: 25 sacks Rio Coffee, — [1201, 1020, 1304, 1032]
paragraph: THE NEXT DIVISION COURTS for the County of Kent, will be held at the following times and places. — [1488, 906, 1762, 930]
paragraph: To the Shareholders at their General Meeting, is given the power of choosing directors—of declaring dividends, and of increasing the Capital to £1,500,000 by the creation of new shares. But with these exceptions, the whole management of the Company's affairs is vested in the Board of Directors in this country; to whom is also secured by the Royal Charter, perfect control over that part of the business which must necessarily be conducted in Canada. — [54, 1069, 327, 1193]
rate: Over ten lines, per line, - - - - - 0s. 4d. — [1488, 1327, 1678, 1339]
list-item: 20 do Java do — [1201, 1033, 1270, 1045]
paragraph: The Sale of Stocks, &c. &c. procured. — [1498, 203, 1691, 215]
paragraph: The Directors are empowered to receive from Shareholders the whole or any portion of their subscription, which they may desire to pay in anticipation of call; allowing them such rate of interest on the anticipated payments as they may agree upon. To Shareholders, therefore, desiring to invest a larger sum than calls on their subscriptions will require, this provision will be found particularly eligible, as the Directors will be enabled to allow a rate of interest higher than that yielded by the public funds, or then that generally obtained in Mortgages or other Security in this country. — [54, 1219, 327, 1368]
bankers: BANKERS:—Messrs. Flyn, Halifax, Mills & Co. — [64, 258, 302, 271]
column-5 — [1195, 80, 1480, 2044]
divider — [640, 657, 888, 658]
paragraph: Applications to the Land granting Departments and matters connected with the several Public Offices, at the Seat of Government attended to. — [1488, 166, 1762, 203]
programmes: PROGRAMMES, — [1570, 1636, 1680, 1651]
for-every: FOR EVERY DESCRIPTION OF — [1552, 1511, 1698, 1521]
paragraph: Will always be in attendance to convey Passengers to the House free of Charge! — [915, 1190, 1187, 1214]
signature: S. S. MACDONELL, — [1498, 315, 1598, 327]
paragraph: The other, plain, on thin paper, for transmission by mail or otherwise— — [1201, 365, 1473, 390]
list-item: 20 do Tickings, — [1201, 751, 1279, 763]
list-item: 150 do Gun Powder do. — [1201, 921, 1320, 932]
show-bills: SHOW BILLS, CONCERT BILLS, — [1542, 1625, 1708, 1637]
price: 7s. 6d. — [1440, 390, 1473, 402]
terms-liberal: TERMS: LIBERAL. — [999, 961, 1103, 973]
dolsen-miller: Dolsen & Miller, — [1569, 1201, 1681, 1216]
dateline: Chatham, May 1st, 1851. — [925, 998, 1054, 1011]
notice: NOTICE. — [1603, 103, 1647, 114]
paragraph: The Albany Dutchman says, there is a man in Troy with a nose so long, that he has had patent bored in it, and uses it for a clarionette. — [628, 1659, 900, 1696]
list-item: 25 changable Plaid Satin Dress Patterns, — [1201, 577, 1409, 589]
paragraph: For burning Tan, a good draft is also requisite, for Stoves, Heaters, or Steam Boilers. For driving Steam Engines, the castings of the Distributer will weigh about 300 pounds to the foot. They are, with but trifling expense set in the place of the common grate. For Stoves and Heaters the castings are Very light. — [1201, 1291, 1473, 1378]
paragraph: Leaving Chatham on the arrival of the Boats, for Wardsville, Delaware, London, Brantford, Hamilton, St. Catherines and Queenston. — [915, 468, 1187, 505]
county-of-kent: COUNTY OF KENT. — [1543, 399, 1707, 416]
divider — [1488, 370, 1762, 371]
column-1 — [47, 80, 334, 2044]
trustees: TRUSTEES:—Thos. Baring, Esq., M. P., George Carr Glyn, Esq., M. P. — [54, 159, 327, 183]
printing-colours: PRINTING IN COLOURS — [1556, 1739, 1693, 1750]
list-item: 15 do Blue Drills, — [1201, 739, 1290, 751]
list-item: 5 do Carpet Warp, — [1201, 826, 1294, 838]
paragraph: A call is respectfully solicited. — [925, 1430, 1078, 1443]
king-street: AT KING STREET, — [1574, 1176, 1675, 1188]
job-planet: "WESTERN PLANET" — [1565, 1437, 1684, 1448]
death-title: DEATH OF LORD CHATHAM. — [373, 813, 582, 827]
paragraph: A limited number of shares, however, is reserved for subscription, in smaller allotments on the condition that the full amount of subscription shall be paid up, and that the subscriber shall receive interest at the rate of five per cent, on such part of the sum so paid, as shall exceed the amount paid for calls by the general body of the Shareholders. — [341, 416, 614, 503]
list-item: 25 pcs Kentucky Jean. — [1201, 764, 1314, 776]
circulars: CIRCULARS, INVITATIONS, — [1553, 1579, 1697, 1591]
paragraph: The Owners of these Boats will not take charge or hold themselves responsible for any bank merchandise or money parcels, unless a regular bill of lading, receipted and paid for, accompany the same. — [915, 642, 1187, 704]
paragraph: BEG leave to inform the Inhabitants of Chatham, and the surrounding Country, that they have opened a LIVERY STABLE on the above named premises, where they will keep on hand, Horses, for Carriages, double and single, Buggies closed and open; also Sleighs for hire, and horses for the Saddle or driving; and by strict attention to customers, they respectfully solicit a share of public patronage. — [915, 861, 1187, 961]
between-line: BETWEEN CHATHAM, DETROIT AND AMHERSTBURG. — [957, 103, 1145, 126]
board-day: Board by the day, — [915, 1127, 1003, 1139]
list-item: 10 do Refined do. — [1201, 970, 1291, 982]
paragraph: No attempt, until the present time, has been made to extend the applications of this principle to Canada, although the inducements to the British capitalist to employ his money there are unquestionable, and the benefits that would result to this valuable and prosperous dependency of the British Crown are obvious. — [54, 408, 327, 495]
